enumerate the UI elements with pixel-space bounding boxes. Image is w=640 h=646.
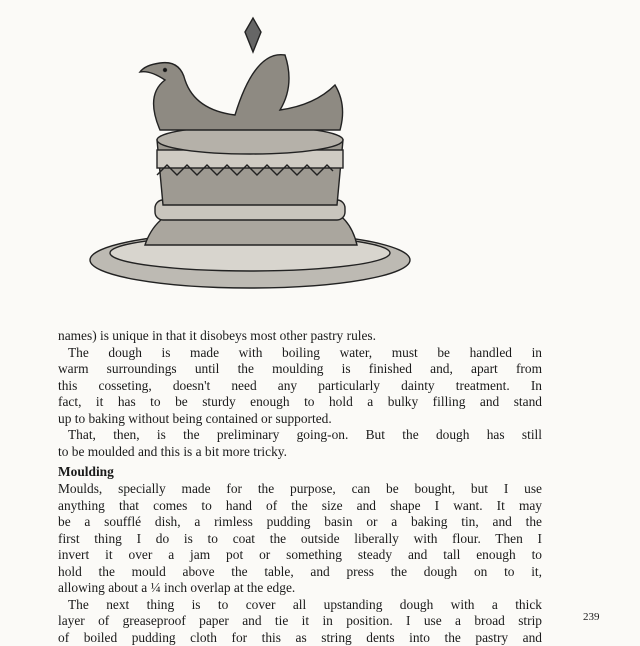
body-line: The next thing is to cover all upstanding dough with a thick bbox=[68, 596, 542, 612]
body-line: to be moulded and this is a bit more tricky. bbox=[58, 443, 287, 459]
body-line: be a soufflé dish, a rimless pudding basin or a baking tin, and the bbox=[58, 514, 542, 529]
pie-dish-illustration bbox=[85, 10, 425, 305]
body-line: Moulds, specially made for the purpose, can be bought, but I use bbox=[58, 481, 542, 496]
body-line: hold the mould above the table, and press the dough on to it, bbox=[58, 563, 542, 579]
body-line: first thing I do is to coat the outside liberally with flour. Then I bbox=[58, 530, 542, 546]
body-line: up to baking without being contained or supported. bbox=[58, 410, 332, 426]
body-line: invert it over a jam pot or something steady and tall enough to bbox=[58, 547, 542, 562]
body-line: That, then, is the preliminary going-on. But the dough has still bbox=[68, 427, 542, 442]
body-line: this cosseting, doesn't need any particularly dainty treatment. In bbox=[58, 377, 542, 393]
section-heading: Moulding bbox=[58, 464, 114, 479]
body-line: anything that comes to hand of the size and shape I want. It may bbox=[58, 497, 542, 513]
body-line: The dough is made with boiling water, must be handled in bbox=[68, 344, 542, 360]
body-line: names) is unique in that it disobeys most other pastry rules. bbox=[58, 328, 376, 343]
body-line: layer of greaseproof paper and tie it in position. I use a broad strip bbox=[58, 613, 542, 628]
body-line: of boiled pudding cloth for this as string dents into the pastry and bbox=[58, 629, 542, 645]
body-line: warm surroundings until the moulding is finished and, apart from bbox=[58, 361, 542, 376]
body-line: fact, it has to be sturdy enough to hold a bulky filling and stand bbox=[58, 394, 542, 409]
page-number: 239 bbox=[583, 611, 600, 623]
body-line: allowing about a ¼ inch overlap at the edge. bbox=[58, 580, 296, 595]
